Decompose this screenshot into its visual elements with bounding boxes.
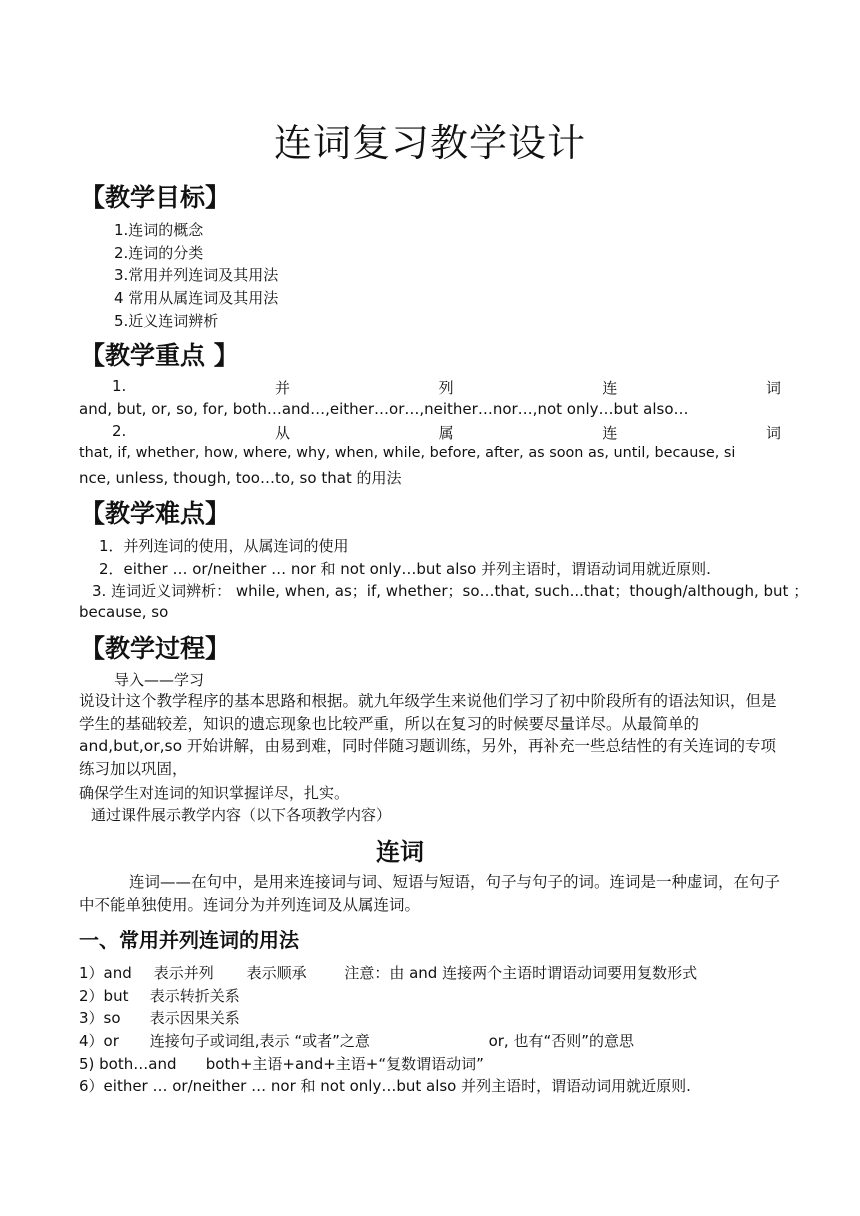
usage-row bbox=[79, 1007, 240, 1028]
key-point-2-body-cont: nce, unless, though, too…to, so that 的用法 bbox=[79, 469, 402, 487]
key-point-2-char: 词 bbox=[765, 424, 781, 442]
key-point-1-char: 词 bbox=[765, 379, 781, 397]
page-title: 连词复习教学设计 bbox=[273, 121, 586, 165]
difficulty-item: 3. 连词近义词辨析： while, when, as；if, whether；so…that, such...that；though/although, but ； bbox=[92, 582, 809, 600]
process-paragraph-end: 确保学生对连词的知识掌握详尽，扎实。 bbox=[79, 784, 350, 802]
key-point-2-char: 属 bbox=[438, 424, 454, 442]
usage-row bbox=[79, 985, 240, 1006]
usage-note: 注意：由 and 连接两个主语时谓语动词要用复数形式 bbox=[344, 964, 698, 982]
usage-note: or, 也有“否则”的意思 bbox=[488, 1032, 634, 1050]
usage-term: 3）so bbox=[79, 1009, 121, 1027]
key-point-1-body: and, but, or, so, for, both…and…,either…or…,neither…nor…,not only…but also… bbox=[79, 400, 689, 418]
difficulties-heading: 【教学难点】 bbox=[80, 499, 231, 528]
key-point-2-number: 2. bbox=[112, 422, 127, 440]
goal-item: 2.连词的分类 bbox=[114, 244, 204, 262]
usage-term: 5) both…and bbox=[79, 1055, 177, 1073]
goal-item: 4 常用从属连词及其用法 bbox=[114, 289, 279, 307]
usage-meaning: 表示因果关系 bbox=[149, 1009, 240, 1027]
usage-row bbox=[79, 1075, 691, 1096]
usage-term: 6）either … or/neither … nor 和 not only…but also 并列主语时，谓语动词用就近原则. bbox=[79, 1077, 691, 1095]
process-heading: 【教学过程】 bbox=[80, 634, 231, 663]
difficulty-item: 2．either … or/neither … nor 和 not only…but also 并列主语时，谓语动词用就近原则. bbox=[99, 560, 711, 578]
key-point-1-char: 并 bbox=[274, 379, 290, 397]
key-point-2-head bbox=[112, 422, 781, 443]
usage-meaning: 表示转折关系 bbox=[149, 987, 240, 1005]
definition-paragraph: 连词——在句中，是用来连接词与词、短语与短语，句子与句子的词。连词是一种虚词，在句子中不能单独使用。连词分为并列连词及从属连词。 bbox=[79, 873, 781, 914]
process-note: 通过课件展示教学内容（以下各项教学内容） bbox=[91, 806, 392, 824]
process-paragraph: 说设计这个教学程序的基本思路和根据。就九年级学生来说他们学习了初中阶段所有的语法知识，但是学生的基础较差，知识的遗忘现象也比较严重，所以在复习的时候要尽量详尽。从最简单的 and,but,or,so 开始讲解，由易到难，同时伴随习题训练，另外，再补充一些总结性的有关连词的专项练习加以巩固， bbox=[79, 692, 777, 778]
key-point-1-char: 列 bbox=[438, 379, 454, 397]
usage-heading: 一、常用并列连词的用法 bbox=[79, 928, 299, 952]
goal-item: 1.连词的概念 bbox=[114, 221, 204, 239]
usage-row bbox=[79, 1030, 634, 1051]
key-points-heading: 【教学重点 】 bbox=[80, 341, 239, 370]
process-intro: 导入——学习 bbox=[114, 671, 205, 689]
usage-term: 1）and bbox=[79, 964, 132, 982]
key-point-2-body: that, if, whether, how, where, why, when, while, before, after, as soon as, until, because, si bbox=[79, 445, 736, 461]
key-point-2-char: 从 bbox=[274, 424, 290, 442]
section-subtitle: 连词 bbox=[376, 838, 424, 866]
goals-heading: 【教学目标】 bbox=[80, 183, 231, 212]
key-point-2-char: 连 bbox=[602, 424, 618, 442]
usage-term: 2）but bbox=[79, 987, 129, 1005]
difficulty-item-cont: because, so bbox=[79, 603, 169, 621]
difficulty-item: 1．并列连词的使用，从属连词的使用 bbox=[99, 537, 349, 555]
goal-item: 5.近义连词辨析 bbox=[114, 312, 219, 330]
key-point-1-char: 连 bbox=[602, 379, 618, 397]
usage-meaning: 表示并列 bbox=[153, 964, 214, 982]
usage-meaning: 表示顺承 bbox=[246, 964, 307, 982]
usage-meaning: both+主语+and+主语+“复数谓语动词” bbox=[205, 1055, 484, 1073]
key-point-1-head bbox=[112, 377, 781, 398]
goal-item: 3.常用并列连词及其用法 bbox=[114, 266, 279, 284]
key-point-1-number: 1. bbox=[112, 377, 127, 395]
usage-row bbox=[79, 962, 697, 983]
usage-meaning: 连接句子或词组,表示 “或者”之意 bbox=[149, 1032, 370, 1050]
usage-term: 4）or bbox=[79, 1032, 119, 1050]
usage-row bbox=[79, 1053, 484, 1074]
